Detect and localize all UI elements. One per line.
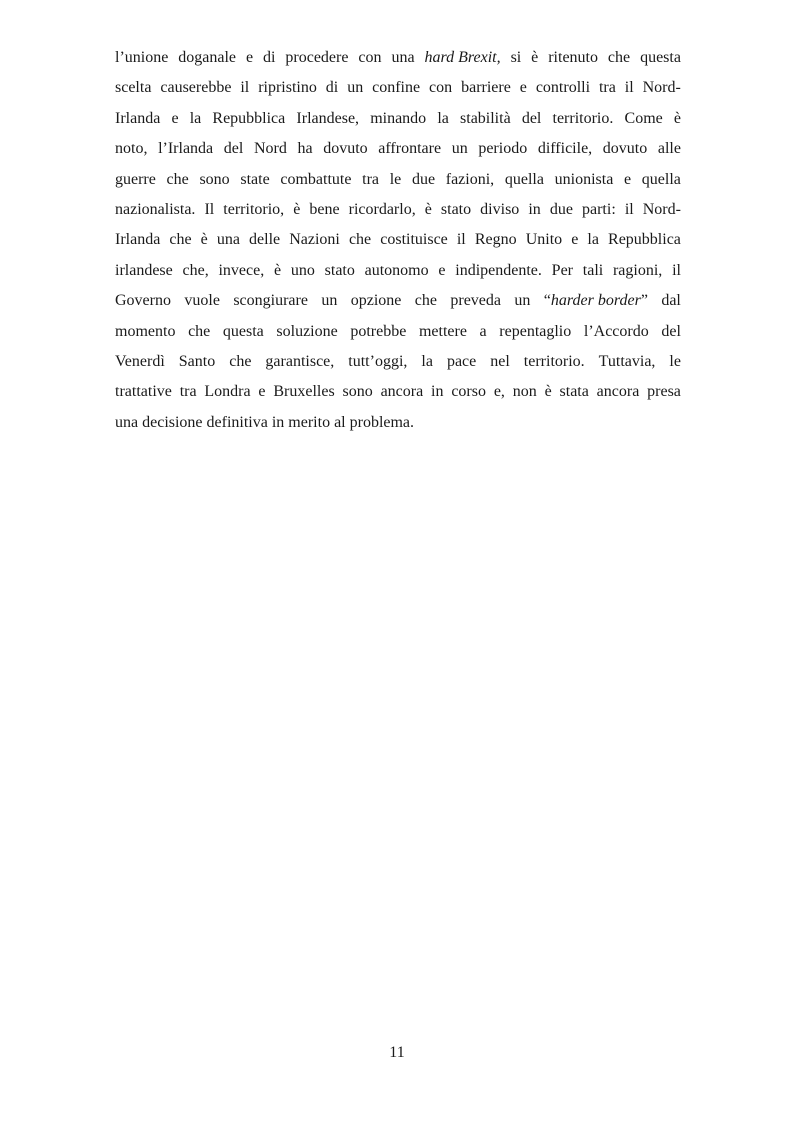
word: Bruxelles xyxy=(273,383,335,401)
word: stata xyxy=(559,383,589,401)
word: Nord- xyxy=(642,200,681,218)
text-line xyxy=(115,134,681,164)
word: non xyxy=(512,383,537,401)
word: Tuttavia, xyxy=(598,352,656,370)
word: autonomo xyxy=(364,261,429,279)
word: e xyxy=(438,261,446,279)
word: parti: xyxy=(582,200,616,218)
word: e xyxy=(519,79,527,97)
word: preveda xyxy=(450,292,502,310)
text-line xyxy=(115,104,681,134)
word: causerebbe xyxy=(160,79,232,97)
text-line xyxy=(115,317,681,347)
text-line xyxy=(115,256,681,286)
word: il xyxy=(672,261,681,279)
word: stato xyxy=(324,261,355,279)
word: state xyxy=(240,170,270,188)
word: è xyxy=(274,261,282,279)
word: si xyxy=(510,49,522,66)
word: trattative xyxy=(115,383,172,401)
word: noto, xyxy=(115,140,148,158)
word: affrontare xyxy=(378,140,442,158)
word: sono xyxy=(199,170,230,188)
word: ricordarlo, xyxy=(348,200,416,218)
word: che xyxy=(348,231,372,249)
word: il xyxy=(240,79,250,97)
word: corso xyxy=(451,383,486,401)
word: difficile, xyxy=(537,140,593,158)
word: garantisce, xyxy=(265,352,335,370)
word: un xyxy=(451,140,468,158)
word: territorio, xyxy=(223,200,285,218)
word: Irlanda xyxy=(115,109,161,127)
word: vuole xyxy=(184,292,220,310)
word: Nord xyxy=(253,140,287,158)
word: Il xyxy=(204,200,215,218)
word: opzione xyxy=(350,292,402,310)
word: le xyxy=(669,352,681,370)
text-line xyxy=(115,225,681,255)
word: definitiva xyxy=(206,413,268,431)
word: barriere xyxy=(461,79,511,97)
word: è xyxy=(200,231,208,249)
word: Nord- xyxy=(642,79,681,97)
word: la xyxy=(437,109,449,127)
word: una xyxy=(391,49,415,66)
text-line xyxy=(115,165,681,195)
word: Repubblica xyxy=(608,231,681,249)
word: tra xyxy=(362,170,380,188)
text-line xyxy=(115,73,681,103)
word: procedere xyxy=(285,49,349,66)
word: il xyxy=(456,231,466,249)
text-line xyxy=(115,347,681,377)
word: scongiurare xyxy=(233,292,308,310)
word: del xyxy=(661,322,681,340)
word: e xyxy=(245,49,254,66)
word: nel xyxy=(490,352,510,370)
word: tra xyxy=(598,79,616,97)
word: irlandese xyxy=(115,261,173,279)
word: Irlanda xyxy=(115,231,161,249)
word: pace xyxy=(446,352,477,370)
word: che xyxy=(229,352,252,370)
word: bene xyxy=(309,200,340,218)
word: problema. xyxy=(349,413,415,431)
word: l’Accordo xyxy=(583,322,649,340)
word: ripristino xyxy=(258,79,317,97)
word: del xyxy=(223,140,244,158)
word: una xyxy=(115,413,139,431)
word: unionista xyxy=(554,170,614,188)
word: dovuto xyxy=(323,140,368,158)
word: con xyxy=(358,49,382,66)
word: Governo xyxy=(115,292,171,310)
word: territorio. xyxy=(552,109,614,127)
word: dal xyxy=(661,292,681,310)
word: Repubblica xyxy=(212,109,286,127)
word: è xyxy=(293,200,301,218)
word: che xyxy=(166,170,189,188)
word: potrebbe xyxy=(350,322,407,340)
word: soluzione xyxy=(276,322,338,340)
word: due xyxy=(549,200,573,218)
word: territorio. xyxy=(523,352,585,370)
word: merito xyxy=(288,413,331,431)
word: Unito xyxy=(525,231,563,249)
word: un xyxy=(321,292,338,310)
word: è xyxy=(544,383,552,401)
word: che xyxy=(414,292,437,310)
word: uno xyxy=(290,261,315,279)
word: indipendente. xyxy=(455,261,542,279)
word: e, xyxy=(493,383,505,401)
word: questa xyxy=(640,49,681,66)
word: la xyxy=(587,231,599,249)
word: le xyxy=(389,170,402,188)
word: che xyxy=(607,49,631,66)
word: combattute xyxy=(280,170,352,188)
word: ha xyxy=(297,140,313,158)
word: tra xyxy=(179,383,197,401)
word: Come xyxy=(624,109,663,127)
word: tutt’oggi, xyxy=(348,352,408,370)
text-line xyxy=(115,408,681,438)
word: al xyxy=(334,413,346,431)
word: la xyxy=(421,352,433,370)
word: del xyxy=(521,109,542,127)
word: ritenuto xyxy=(548,49,598,66)
word: è xyxy=(673,109,681,127)
word: un xyxy=(514,292,531,310)
word: guerre xyxy=(115,170,156,188)
word: una xyxy=(216,231,240,249)
word: minando xyxy=(370,109,427,127)
word: in xyxy=(528,200,541,218)
word: decisione xyxy=(142,413,203,431)
word: il xyxy=(624,200,634,218)
word: invece, xyxy=(218,261,265,279)
word: momento xyxy=(115,322,176,340)
body-paragraph xyxy=(115,43,681,438)
word: dovuto xyxy=(602,140,648,158)
word: è xyxy=(424,200,432,218)
word: tali xyxy=(582,261,604,279)
text-line xyxy=(115,195,681,225)
word: e xyxy=(624,170,632,188)
text-line xyxy=(115,43,681,73)
word: diviso xyxy=(480,200,520,218)
word: Regno xyxy=(474,231,517,249)
word: Irlandese, xyxy=(296,109,360,127)
word: di xyxy=(263,49,276,66)
word: e xyxy=(571,231,579,249)
word: il xyxy=(624,79,634,97)
word: periodo xyxy=(478,140,528,158)
word: mettere xyxy=(418,322,467,340)
word: in xyxy=(431,383,444,401)
word: repentaglio xyxy=(499,322,572,340)
word: confine xyxy=(372,79,421,97)
word: a xyxy=(479,322,487,340)
word: che, xyxy=(182,261,209,279)
word: Londra xyxy=(204,383,251,401)
word: è xyxy=(531,49,539,66)
word: scelta xyxy=(115,79,152,97)
word: “harder border” xyxy=(543,292,648,310)
word: questa xyxy=(222,322,264,340)
word: Venerdì xyxy=(115,352,165,370)
word: delle xyxy=(249,231,281,249)
word: e xyxy=(258,383,266,401)
word: nazionalista. xyxy=(115,200,196,218)
word: quella xyxy=(641,170,681,188)
text-line xyxy=(115,286,681,316)
text-line xyxy=(115,377,681,407)
word: che xyxy=(169,231,192,249)
page-number: 11 xyxy=(389,1044,405,1061)
word: Santo xyxy=(178,352,216,370)
word: ragioni, xyxy=(612,261,663,279)
word: e xyxy=(171,109,179,127)
word: un xyxy=(347,79,364,97)
word: alle xyxy=(657,140,681,158)
word: stato xyxy=(440,200,472,218)
word: che xyxy=(188,322,211,340)
word: l’Irlanda xyxy=(158,140,214,158)
word: l’unione xyxy=(115,49,169,66)
word: ancora xyxy=(380,383,424,401)
word: sono xyxy=(342,383,373,401)
word: stabilità xyxy=(460,109,511,127)
word: con xyxy=(429,79,453,97)
word: la xyxy=(189,109,202,127)
word: presa xyxy=(647,383,681,401)
word: hard Brexit, xyxy=(424,49,501,66)
word: in xyxy=(271,413,285,431)
word: Per xyxy=(551,261,573,279)
word: di xyxy=(325,79,339,97)
word: fazioni, xyxy=(445,170,495,188)
word: doganale xyxy=(178,49,237,66)
word: ancora xyxy=(596,383,640,401)
word: quella xyxy=(504,170,544,188)
word: costituisce xyxy=(380,231,448,249)
word: controlli xyxy=(535,79,591,97)
word: due xyxy=(411,170,436,188)
word: Nazioni xyxy=(289,231,340,249)
